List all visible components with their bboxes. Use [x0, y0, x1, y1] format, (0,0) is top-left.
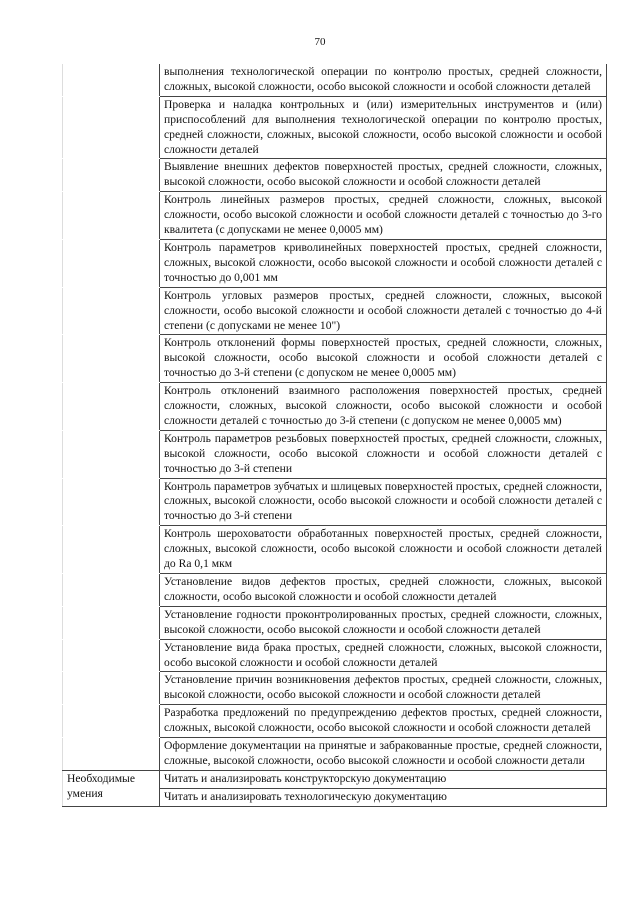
row-label-empty [63, 239, 160, 287]
table-cell: Выявление внешних дефектов поверхностей простых, средней сложности, сложных, высокой сложности, особо высокой сложности и особой сложности деталей [160, 159, 607, 192]
row-label-empty [63, 430, 160, 478]
table-row [63, 574, 607, 607]
table-row [63, 96, 607, 159]
table-cell: выполнения технологической операции по контролю простых, средней сложности, сложных, высокой сложности, особо высокой сложности и особой сложности деталей [160, 64, 607, 96]
table-cell: Установление причин возникновения дефектов простых, средней сложности, сложных, высокой сложности, особо высокой сложности и особой сложности деталей [160, 672, 607, 705]
row-label-empty [63, 606, 160, 639]
row-label-empty [63, 64, 160, 96]
row-label-empty [63, 96, 160, 159]
table-row [63, 478, 607, 526]
row-label-empty [63, 192, 160, 240]
table-cell: Контроль линейных размеров простых, средней сложности, сложных, высокой сложности, особо высокой сложности и особой сложности деталей с точностью до 3-го квалитета (с допусками не менее 0,0005 мм) [160, 192, 607, 240]
row-label-empty [63, 526, 160, 574]
table-cell: Установление вида брака простых, средней сложности, сложных, высокой сложности, особо высокой сложности и особой сложности деталей [160, 639, 607, 672]
table-row [63, 430, 607, 478]
table-row [63, 64, 607, 96]
row-label-empty [63, 738, 160, 771]
table-row [63, 335, 607, 383]
table-cell: Оформление документации на принятые и забракованные простые, средней сложности, сложные, высокой сложности, особо высокой сложности и особой сложности детали [160, 738, 607, 771]
table-row [63, 770, 607, 788]
table-row [63, 705, 607, 738]
table-cell: Контроль отклонений формы поверхностей простых, средней сложности, сложных, высокой сложности, особо высокой сложности и особой сложности деталей с точностью до 3-й степени (с допуском не менее 0,0005 мм) [160, 335, 607, 383]
table-cell: Контроль шероховатости обработанных поверхностей простых, средней сложности, сложных, высокой сложности, особо высокой сложности и особой сложности деталей до Ra 0,1 мкм [160, 526, 607, 574]
row-label-empty [63, 672, 160, 705]
table-cell: Контроль параметров резьбовых поверхностей простых, средней сложности, сложных, высокой сложности, особо высокой сложности и особой сложности деталей с точностью до 3-й степени [160, 430, 607, 478]
table-cell: Читать и анализировать конструкторскую документацию [160, 770, 607, 788]
table-row [63, 287, 607, 335]
labor-functions-table [62, 64, 607, 807]
row-label-empty [63, 705, 160, 738]
table-cell: Проверка и наладка контрольных и (или) измерительных инструментов и (или) приспособлений для выполнения технологической операции по контролю простых, средней сложности, сложных, высокой сложности, особо высокой сложности и особой сложности деталей [160, 96, 607, 159]
row-label-empty [63, 335, 160, 383]
table-row [63, 383, 607, 431]
table-cell: Разработка предложений по предупреждению дефектов простых, средней сложности, сложных, высокой сложности, особо высокой сложности и особой сложности деталей [160, 705, 607, 738]
table-cell: Установление видов дефектов простых, средней сложности, сложных, высокой сложности, особо высокой сложности и особой сложности деталей [160, 574, 607, 607]
table-cell: Контроль угловых размеров простых, средней сложности, сложных, высокой сложности, особо высокой сложности и особой сложности деталей с точностью до 4-й степени (с допусками не менее 10") [160, 287, 607, 335]
skills-label: Необходимые умения [63, 770, 160, 806]
row-label-empty [63, 478, 160, 526]
table-row [63, 738, 607, 771]
table-cell: Контроль параметров криволинейных поверхностей простых, средней сложности, сложных, высокой сложности, особо высокой сложности и особой сложности деталей с точностью до 0,001 мм [160, 239, 607, 287]
table-row [63, 672, 607, 705]
row-label-empty [63, 287, 160, 335]
table-row [63, 606, 607, 639]
table-cell: Установление годности проконтролированных простых, средней сложности, сложных, высокой сложности, особо высокой сложности и особой сложности деталей [160, 606, 607, 639]
row-label-empty [63, 159, 160, 192]
row-label-empty [63, 383, 160, 431]
page-number: 70 [314, 36, 326, 48]
row-label-empty [63, 639, 160, 672]
table-row [63, 239, 607, 287]
table-row [63, 192, 607, 240]
table-row [63, 159, 607, 192]
table-row [63, 639, 607, 672]
row-label-empty [63, 574, 160, 607]
table-row [63, 526, 607, 574]
table-cell: Контроль отклонений взаимного расположения поверхностей простых, средней сложности, сложных, высокой сложности, особо высокой сложности и особой сложности деталей с точностью до 3-й степени (с допуском не менее 0,0005 мм) [160, 383, 607, 431]
table-cell: Контроль параметров зубчатых и шлицевых поверхностей простых, средней сложности, сложных, высокой сложности, особо высокой сложности и особой сложности деталей с точностью до 3-й степени [160, 478, 607, 526]
table-cell: Читать и анализировать технологическую документацию [160, 788, 607, 806]
